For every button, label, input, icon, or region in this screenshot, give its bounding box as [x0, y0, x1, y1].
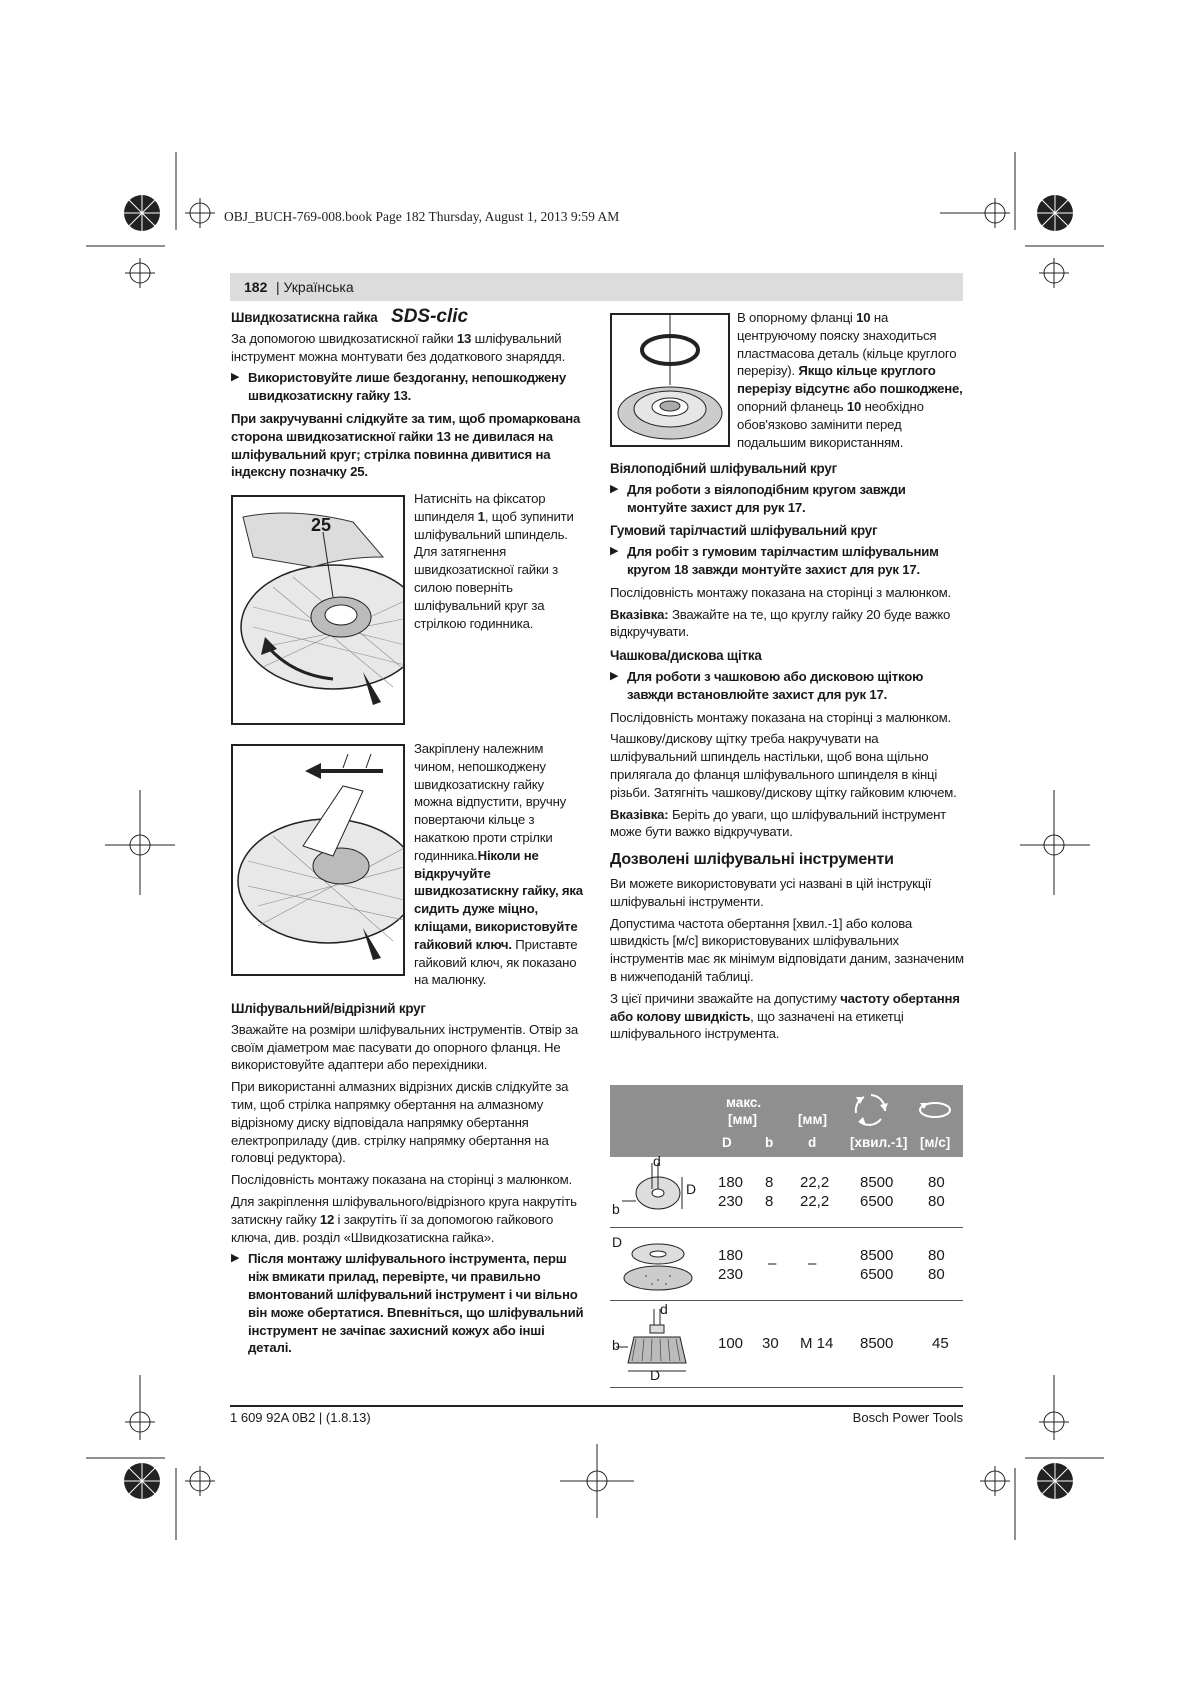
figure-loosen-nut: [231, 744, 405, 976]
figure-support-flange: [610, 313, 730, 447]
sds-clic-logo: SDS-clic: [391, 306, 469, 327]
row1-rpm: 8500 6500: [860, 1174, 894, 1210]
footer-rule: [230, 1405, 963, 1407]
diag-b-3: b: [612, 1337, 620, 1353]
figure-support-flange-drawing: [612, 315, 728, 445]
disc-size-para: Зважайте на розміри шліфувальних інструментів. Отвір за своїм діаметром має пасувати до опорного фланця. Не використовуйте адаптери або перехідники.: [231, 1021, 579, 1073]
spec-table-header: [610, 1085, 963, 1157]
row2-d: –: [808, 1255, 817, 1272]
figure-support-flange-caption: В опорному фланці 10 на центруючому пояску знаходиться пластмасова деталь (кільце круглого перерізу). Якщо кільце круглого перерізу відсутнє або пошкоджене, опорний фланець 10 необхідно обов'язково замінити перед подальшим використанням.: [737, 310, 963, 450]
heading-quick-nut: Швидкозатискна гайка SDS-clic: [231, 306, 469, 327]
row1-b: 8 8: [765, 1174, 774, 1210]
diag-b-1: b: [612, 1201, 620, 1217]
mount-sequence-para-3: Послідовність монтажу показана на сторінці з малюнком.: [610, 709, 951, 725]
heading-allowed-tools: Дозволені шліфувальні інструменти: [610, 851, 894, 869]
table-row: [610, 1301, 963, 1388]
bullet-brush: ▶ Для роботи з чашковою або дисковою щіткою завжди встановлюйте захист для рук 17.: [610, 668, 924, 702]
row1-ms: 80 80: [928, 1174, 945, 1210]
spec-table: [610, 1085, 963, 1388]
col-rpm: [хвил.-1]: [850, 1135, 908, 1150]
heading-rubber-disc: Гумовий тарілчастий шліфувальний круг: [610, 523, 878, 539]
brush-para: Чашкову/дискову щітку треба накручувати на шліфувальний шпиндель настільки, щоб вона щільно прилягала до фланця шліфувального шпинделя в кінці різьби. Затягніть чашкову/дискову щітку гайковим ключем.: [610, 731, 957, 800]
row3-D: 100: [718, 1335, 744, 1352]
allowed-para-2: Допустима частота обертання [хвил.-1] або колова швидкість [м/с] використовуваних шліфувальних інструментів має як мінімум відповідати даним, зазначеним в нижчеподаній таблиці.: [610, 915, 964, 984]
bullet-flap: ▶ Для роботи з віялоподібним кругом завжди монтуйте захист для рук 17.: [610, 481, 906, 515]
heading-grinding-disc: Шліфувальний/відрізний круг: [231, 1001, 426, 1016]
bullet-rubber: ▶ Для робіт з гумовим тарілчастим шліфувальним кругом 18 завжди монтуйте захист для рук 17.: [610, 544, 939, 577]
head-mm-1: [мм]: [728, 1112, 757, 1127]
footer-doc-number: 1 609 92A 0B2 | (1.8.13): [230, 1410, 371, 1425]
left-column-bottom: [231, 1000, 587, 1362]
index-mark-label: 25: [311, 515, 332, 535]
bullet-check-tool: ▶ Після монтажу шліфувального інструмента, перш ніж вмикати прилад, перевірте, чи правильно вмонтований шліфувальний інструмент і чи вільно він може обертатися. Впевніться, що шліфувальний інструмент не зачіпає захисний кожух або інші деталі.: [231, 1251, 584, 1356]
row1-D: 180 230: [718, 1174, 744, 1210]
row3-rpm: 8500: [860, 1335, 894, 1352]
diag-d-1: d: [653, 1153, 661, 1169]
figure-tighten-nut-caption: Натисніть на фіксатор шпинделя 1, щоб зупинити шліфувальний шпиндель. Для затягнення швидкозатискної гайки з силою поверніть шліфувальний круг за стрілкою годинника.: [414, 491, 574, 631]
diamond-disc-para: При використанні алмазних відрізних дисків слідкуйте за тим, щоб стрілка напрямку обертання на алмазному відрізному диску відповідала напрямку обертання електроприладу (див. стрілку напрямку обертання на головці редуктора).: [231, 1079, 569, 1166]
row3-d: M 14: [800, 1335, 834, 1352]
flap-disc-icon: [616, 1234, 696, 1294]
page-number: 182: [244, 279, 268, 295]
footer-brand: Bosch Power Tools: [852, 1410, 963, 1425]
col-b: b: [765, 1135, 774, 1150]
diag-D-2: D: [612, 1234, 623, 1250]
row2-ms: 80 80: [928, 1247, 945, 1283]
allowed-para-1: Ви можете використовувати усі названі в цій інструкції шліфувальні інструменти.: [610, 875, 932, 909]
diag-D-1: D: [686, 1181, 697, 1197]
allowed-para-3: З цієї причини зважайте на допустиму частоту обертання або колову швидкість, що зазначені на етикетці шліфувального інструмента.: [610, 990, 960, 1042]
quick-nut-para: За допомогою швидкозатискної гайки 13 шліфувальний інструмент можна монтувати без додаткового знаряддя.: [231, 330, 566, 364]
diag-D-3: D: [650, 1367, 661, 1383]
right-column: [610, 460, 966, 1047]
bullet-nut: ▶ Використовуйте лише бездоганну, непошкоджену швидкозатискну гайку 13.: [231, 370, 566, 404]
rotation-speed-icon: [848, 1089, 894, 1129]
print-header: OBJ_BUCH-769-008.book Page 182 Thursday, August 1, 2013 9:59 AM: [224, 209, 620, 224]
row2-b: –: [768, 1255, 777, 1272]
mount-sequence-para-2: Послідовність монтажу показана на сторінці з малюнком.: [610, 584, 951, 600]
col-d: d: [808, 1135, 817, 1150]
page-language: | Українська: [276, 279, 354, 295]
peripheral-speed-icon: [916, 1097, 954, 1123]
left-column-top: [231, 308, 587, 485]
page-header: [230, 273, 963, 301]
head-mm-2: [мм]: [798, 1112, 827, 1127]
row2-D: 180 230: [718, 1247, 744, 1283]
figure-tighten-nut: [231, 495, 405, 725]
diag-d-3: d: [660, 1301, 668, 1317]
bold-warning-para: При закручуванні слідкуйте за тим, щоб промаркована сторона швидкозатискної гайки 13 не дивилася на шліфувальний круг; стрілка повинна дивитися на індексну позначку 25.: [231, 410, 581, 480]
note-unscrew: Вказівка: Беріть до уваги, що шліфувальний інструмент може бути важко відкручувати.: [610, 806, 946, 840]
col-D: D: [722, 1135, 732, 1150]
heading-flap-disc: Віялоподібний шліфувальний круг: [610, 461, 837, 476]
row3-ms: 45: [932, 1335, 949, 1352]
row3-b: 30: [762, 1335, 779, 1352]
mount-sequence-para: Послідовність монтажу показана на сторінці з малюнком.: [231, 1172, 572, 1188]
figure-loosen-nut-caption: Закріплену належним чином, непошкоджену швидкозатискну гайку можна відпустити, вручну повертаючи кільце з накаткою проти стрілки годинника.Ніколи не відкручуйте швидкозатискну гайку, яка сидить дуже міцно, кліщами, використовуйте гайковий ключ. Приставте гайковий ключ, як показано на малюнку.: [414, 741, 583, 988]
figure-loosen-nut-drawing: [233, 746, 403, 974]
table-row: [610, 1153, 963, 1228]
note-round-nut: Вказівка: Зважайте на те, що круглу гайку 20 буде важко відкручувати.: [610, 606, 951, 640]
head-max: макс.: [726, 1095, 762, 1110]
row1-d: 22,2 22,2: [800, 1174, 830, 1210]
row2-rpm: 8500 6500: [860, 1247, 894, 1283]
table-row: [610, 1228, 963, 1301]
clamp-nut-para: Для закріплення шліфувального/відрізного круга накрутіть затискну гайку 12 і закрутіть її за допомогою гайкового ключа, див. розділ «Швидкозатискна гайка».: [231, 1193, 577, 1245]
heading-brush: Чашкова/дискова щітка: [610, 648, 762, 664]
col-ms: [м/с]: [920, 1135, 951, 1150]
